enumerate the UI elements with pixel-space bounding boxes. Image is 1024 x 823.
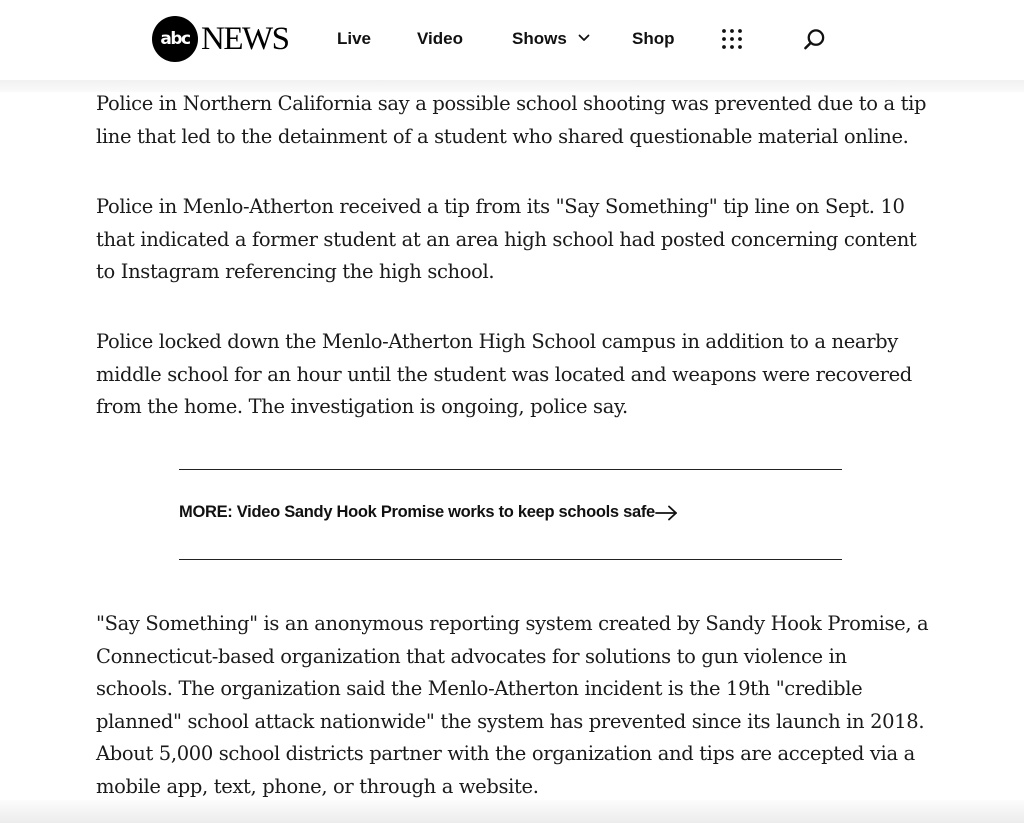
- site-header: [0, 0, 1024, 80]
- nav-shows-label: Shows: [512, 29, 567, 48]
- article-paragraph: Police in Northern California say a possible school shooting was prevented due to a tip line that led to the detainment of a student who shared questionable material online.: [96, 92, 927, 148]
- related-story-link[interactable]: [179, 503, 679, 522]
- article-paragraph: Police locked down the Menlo-Atherton High School campus in addition to a nearby middle school for an hour until the student was located and weapons were recovered from the home. The investigation is ongoing, police say.: [96, 330, 912, 419]
- related-story-text: MORE: Video Sandy Hook Promise works to keep schools safe: [179, 503, 655, 521]
- nav-live-label: Live: [337, 29, 372, 48]
- abc-logo-badge: abc: [152, 16, 198, 62]
- header-divider: [0, 80, 1024, 92]
- arrow-right-icon: [655, 505, 679, 521]
- grid-dots-icon[interactable]: [721, 28, 743, 50]
- nav-live[interactable]: [337, 27, 371, 51]
- news-wordmark: NEWS: [201, 20, 289, 57]
- abc-news-logo[interactable]: [152, 16, 289, 62]
- nav-video[interactable]: [417, 27, 463, 51]
- chevron-down-icon: [578, 34, 590, 42]
- divider: [179, 559, 842, 560]
- divider: [179, 469, 842, 470]
- nav-video-label: Video: [417, 29, 463, 48]
- nav-shop[interactable]: [632, 27, 675, 51]
- article-paragraph: Police in Menlo-Atherton received a tip from its "Say Something" tip line on Sept. 10 that indicated a former student at an area high school had posted concerning content to Instagram referencing the high school.: [96, 195, 917, 284]
- related-story-block: [179, 469, 842, 561]
- nav-shop-label: Shop: [632, 29, 675, 48]
- search-icon[interactable]: [803, 28, 826, 51]
- nav-shows-dropdown[interactable]: [512, 27, 590, 51]
- article-paragraph: "Say Something" is an anonymous reporting system created by Sandy Hook Promise, a Connecticut-based organization that advocates for solutions to gun violence in schools. The organization said the Menlo-Atherton incident is the 19th "credible planned" school attack nationwide" the system has prevented since its launch in 2018. About 5,000 school districts partner with the organization and tips are accepted via a mobile app, text, phone, or through a website.: [96, 612, 929, 798]
- bottom-scroll-shadow: [0, 800, 1024, 823]
